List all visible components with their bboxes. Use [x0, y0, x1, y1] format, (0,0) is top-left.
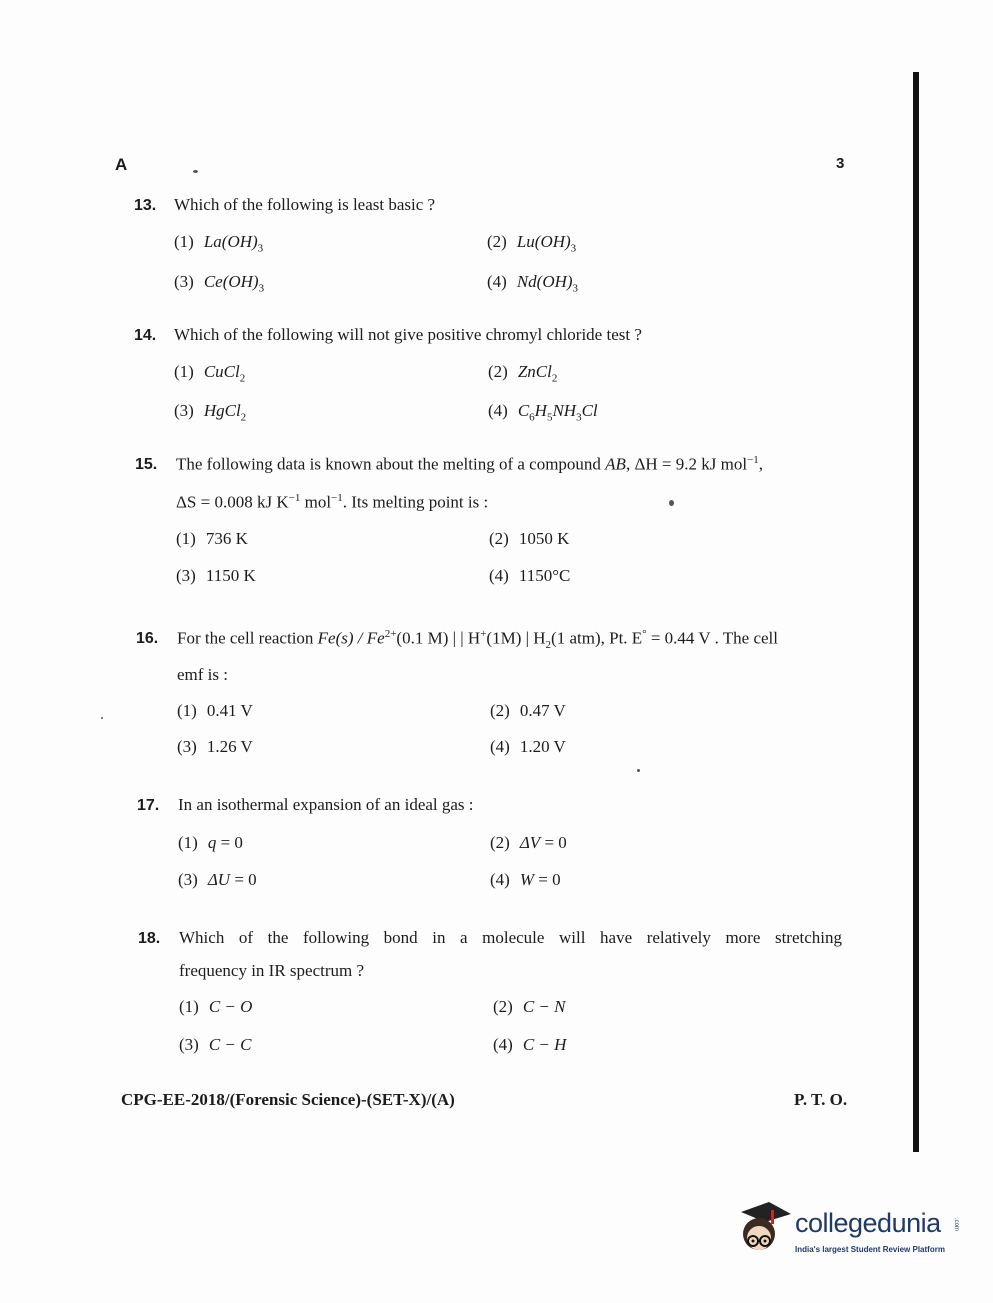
option-text: 1050 K — [518, 529, 570, 548]
option-text: C − O — [208, 997, 253, 1016]
text-segment: , ΔH = 9.2 kJ mol — [625, 454, 748, 474]
option-3 — [178, 870, 257, 890]
option-text: 1150°C — [518, 566, 571, 585]
option-text: 736 K — [205, 529, 248, 548]
option-2 — [488, 362, 557, 384]
option-number: (2) — [487, 232, 507, 251]
option-number: (1) — [178, 833, 198, 852]
option-number: (3) — [174, 272, 194, 291]
text-segment: ΔS = 0.008 kJ K — [176, 492, 289, 512]
option-number: (2) — [493, 997, 513, 1016]
formula-part: (1M) | H — [486, 628, 546, 648]
question-number: 18. — [138, 930, 161, 947]
option-formula: ZnCl — [517, 362, 552, 381]
set-letter: A — [115, 155, 128, 174]
option-number: (1) — [174, 362, 194, 381]
question-text-line-2: emf is : — [177, 665, 228, 684]
text-segment: mol — [300, 492, 332, 512]
question-text-line-1: Which of the following bond in a molecule will have relatively more stretching — [179, 928, 842, 947]
question-number: 17. — [137, 797, 160, 814]
scan-speck — [669, 500, 674, 506]
question-number: 14. — [134, 327, 157, 344]
formula-part: C — [517, 401, 530, 420]
formula-part: NH — [552, 401, 577, 420]
option-1 — [174, 232, 263, 254]
superscript: −1 — [288, 492, 301, 504]
question-text-line-2 — [176, 492, 488, 513]
option-4 — [490, 737, 566, 757]
option-1 — [177, 701, 253, 721]
option-text: = 0 — [230, 870, 257, 889]
option-number: (1) — [174, 232, 194, 251]
option-4 — [489, 566, 570, 586]
option-variable: W — [519, 870, 534, 889]
option-number: (4) — [489, 566, 509, 585]
option-text: C − H — [522, 1035, 567, 1054]
option-subscript: 2 — [239, 372, 246, 385]
option-number: (4) — [493, 1035, 513, 1054]
formula-subscript: 3 — [576, 411, 582, 424]
formula-part: (1 atm), Pt. E — [551, 628, 643, 648]
brand-name: collegedunia — [795, 1208, 941, 1238]
brand-tagline: India's largest Student Review Platform — [795, 1245, 945, 1254]
option-number: (1) — [179, 997, 199, 1016]
option-formula: Ce(OH) — [203, 272, 259, 291]
superscript: −1 — [331, 492, 343, 504]
option-4 — [493, 1035, 566, 1055]
formula-subscript: 5 — [546, 411, 553, 424]
scan-speck — [193, 170, 198, 173]
option-formula: CuCl — [203, 362, 240, 381]
question-number: 16. — [136, 630, 159, 647]
option-number: (4) — [487, 272, 507, 291]
option-text: 0.41 V — [206, 701, 253, 720]
question-number: 15. — [135, 456, 158, 473]
option-3 — [174, 272, 264, 294]
option-number: (4) — [488, 401, 508, 420]
option-text: = 0 — [216, 833, 243, 852]
option-text: = 0 — [540, 833, 567, 852]
text-segment: . Its melting point is : — [342, 492, 489, 512]
option-2 — [490, 701, 566, 721]
option-subscript: 3 — [570, 242, 577, 255]
option-number: (2) — [488, 362, 508, 381]
option-2 — [493, 997, 565, 1017]
option-formula: La(OH) — [203, 232, 258, 251]
option-variable: ΔU — [207, 870, 231, 889]
option-4 — [488, 401, 598, 423]
superscript: 2+ — [384, 628, 397, 640]
option-3 — [179, 1035, 251, 1055]
scan-speck — [637, 769, 640, 772]
option-2 — [490, 833, 567, 853]
option-variable: q — [207, 833, 217, 852]
question-text-line-1 — [177, 628, 778, 651]
option-text: = 0 — [534, 870, 561, 889]
question-text: In an isothermal expansion of an ideal gas : — [178, 795, 474, 814]
option-1 — [179, 997, 252, 1017]
question-text: Which of the following will not give positive chromyl chloride test ? — [174, 325, 642, 344]
subscript: 2 — [545, 639, 552, 652]
option-1 — [174, 362, 245, 384]
option-formula: Nd(OH) — [516, 272, 573, 291]
option-number: (4) — [490, 870, 510, 889]
formula-subscript: 6 — [529, 411, 535, 424]
superscript: + — [480, 628, 487, 640]
option-subscript: 3 — [257, 242, 264, 255]
option-number: (2) — [490, 701, 510, 720]
question-number: 13. — [134, 197, 157, 214]
option-subscript: 2 — [551, 372, 558, 385]
option-2 — [487, 232, 576, 254]
formula-part: H — [534, 401, 547, 420]
option-3 — [174, 401, 246, 423]
text-segment: For the cell reaction — [177, 628, 318, 648]
scan-speck — [101, 717, 103, 719]
option-formula: HgCl — [203, 401, 241, 420]
option-subscript: 3 — [258, 282, 265, 295]
option-text: 1.20 V — [519, 737, 566, 756]
option-3 — [177, 737, 253, 757]
option-number: (4) — [490, 737, 510, 756]
option-number: (3) — [174, 401, 194, 420]
option-text: 1150 K — [205, 566, 256, 585]
option-variable: ΔV — [519, 833, 541, 852]
option-subscript: 3 — [572, 282, 579, 295]
option-number: (1) — [176, 529, 196, 548]
text-segment: , — [758, 454, 764, 474]
page-number: 3 — [836, 155, 845, 172]
option-1 — [176, 529, 248, 549]
option-number: (3) — [178, 870, 198, 889]
option-text: C − C — [208, 1035, 252, 1054]
text-segment: The following data is known about the melting of a compound — [176, 454, 606, 474]
superscript: −1 — [747, 454, 759, 466]
text-segment: = 0.44 V . The cell — [646, 628, 779, 648]
option-3 — [176, 566, 256, 586]
option-2 — [489, 529, 569, 549]
option-text: C − N — [522, 997, 566, 1016]
option-4 — [487, 272, 578, 294]
option-number: (2) — [489, 529, 509, 548]
option-number: (3) — [177, 737, 197, 756]
option-number: (1) — [177, 701, 197, 720]
option-text: 1.26 V — [206, 737, 253, 756]
compound-symbol: AB — [605, 454, 626, 474]
option-1 — [178, 833, 243, 853]
option-text: 0.47 V — [519, 701, 566, 720]
question-text-line-2: frequency in IR spectrum ? — [179, 961, 365, 980]
scan-edge-bar — [913, 72, 919, 1152]
watermark-logo — [735, 1198, 965, 1270]
brand-dotcom: .com — [953, 1218, 959, 1232]
superscript: ° — [642, 628, 647, 640]
question-text-line-1 — [176, 454, 763, 475]
pto-label: P. T. O. — [794, 1090, 848, 1109]
option-subscript: 2 — [240, 411, 247, 424]
question-text: Which of the following is least basic ? — [174, 195, 436, 214]
exam-code: CPG-EE-2018/(Forensic Science)-(SET-X)/(A) — [121, 1090, 455, 1109]
option-4 — [490, 870, 561, 890]
option-number: (3) — [179, 1035, 199, 1054]
formula-part: Fe(s) / Fe — [317, 628, 385, 648]
option-formula: Lu(OH) — [516, 232, 571, 251]
student-mascot-icon — [735, 1198, 793, 1258]
formula-part: (0.1 M) | | H — [396, 628, 481, 648]
option-number: (2) — [490, 833, 510, 852]
option-number: (3) — [176, 566, 196, 585]
formula-part: Cl — [581, 401, 598, 420]
